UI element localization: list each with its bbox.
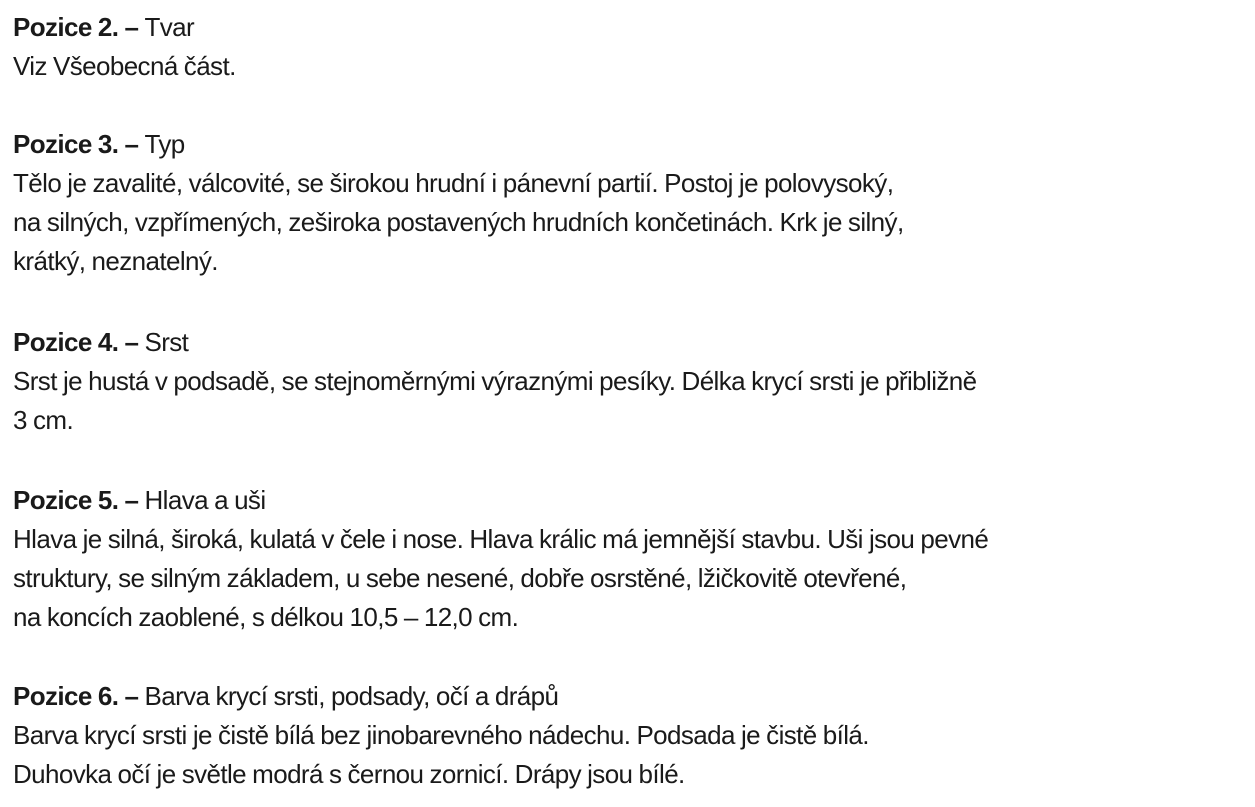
text-line: Barva krycí srsti je čistě bílá bez jinobarevného nádechu. Podsada je čistě bílá.	[13, 720, 869, 750]
heading-dash: –	[118, 12, 145, 42]
position-label: Pozice 4.	[13, 327, 119, 357]
text-line: Duhovka očí je světle modrá s černou zornicí. Drápy jsou bílé.	[13, 759, 685, 789]
section-pozice-2	[13, 8, 1243, 86]
section-text	[13, 362, 1243, 440]
text-line: Hlava je silná, široká, kulatá v čele i nose. Hlava králic má jemnější stavbu. Uši jsou pevné	[13, 524, 989, 554]
section-heading	[13, 481, 1243, 520]
heading-dash: –	[118, 485, 145, 515]
section-pozice-5	[13, 481, 1243, 637]
position-label: Pozice 3.	[13, 129, 119, 159]
section-title: Tvar	[144, 12, 195, 42]
heading-dash: –	[118, 327, 145, 357]
section-title: Srst	[144, 327, 189, 357]
text-line: krátký, neznatelný.	[13, 246, 218, 276]
section-heading	[13, 8, 1243, 47]
section-text	[13, 164, 1243, 281]
section-pozice-4	[13, 323, 1243, 440]
section-pozice-6	[13, 677, 1243, 794]
heading-dash: –	[118, 129, 145, 159]
section-heading	[13, 323, 1243, 362]
text-line: Tělo je zavalité, válcovité, se širokou hrudní i pánevní partií. Postoj je polovysoký,	[13, 168, 894, 198]
text-line: 3 cm.	[13, 405, 74, 435]
section-text	[13, 47, 1243, 86]
section-text	[13, 520, 1243, 637]
position-label: Pozice 2.	[13, 12, 119, 42]
text-line: na silných, vzpřímených, zeširoka postavených hrudních končetinách. Krk je silný,	[13, 207, 904, 237]
position-label: Pozice 5.	[13, 485, 119, 515]
section-text	[13, 716, 1243, 794]
text-line: Srst je hustá v podsadě, se stejnoměrnými výraznými pesíky. Délka krycí srsti je přibližně	[13, 366, 977, 396]
section-title: Barva krycí srsti, podsady, očí a drápů	[144, 681, 559, 711]
text-line: na koncích zaoblené, s délkou 10,5 – 12,0 cm.	[13, 602, 519, 632]
text-line: Viz Všeobecná část.	[13, 51, 236, 81]
position-label: Pozice 6.	[13, 681, 119, 711]
text-line: struktury, se silným základem, u sebe nesené, dobře osrstěné, lžičkovitě otevřené,	[13, 563, 907, 593]
section-heading	[13, 125, 1243, 164]
heading-dash: –	[118, 681, 145, 711]
section-title: Typ	[144, 129, 185, 159]
section-pozice-3	[13, 125, 1243, 281]
section-title: Hlava a uši	[144, 485, 266, 515]
section-heading	[13, 677, 1243, 716]
